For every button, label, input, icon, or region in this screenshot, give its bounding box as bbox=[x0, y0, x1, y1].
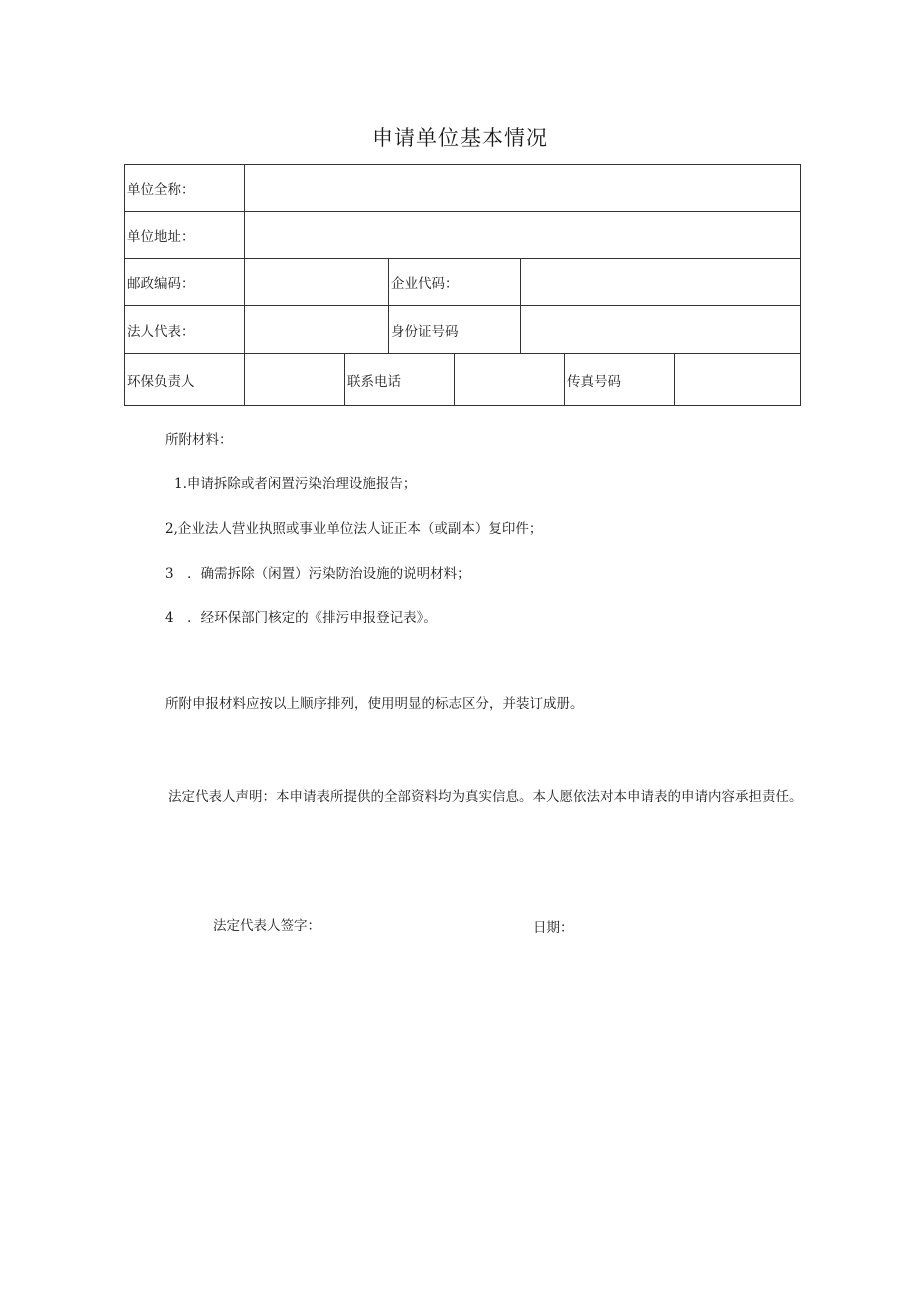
legal-rep-field[interactable] bbox=[245, 306, 389, 353]
unit-name-field[interactable] bbox=[245, 165, 800, 211]
legal-rep-label: 法人代表： bbox=[125, 306, 245, 353]
unit-address-field[interactable] bbox=[245, 212, 800, 258]
date-label: 日期： bbox=[533, 920, 574, 936]
table-row-unit-address bbox=[125, 212, 800, 259]
phone-label: 联系电话 bbox=[345, 354, 455, 405]
enterprise-code-label: 企业代码： bbox=[389, 259, 521, 305]
fax-label: 传真号码 bbox=[565, 354, 675, 405]
phone-field[interactable] bbox=[455, 354, 565, 405]
unit-name-label: 单位全称： bbox=[125, 165, 245, 211]
table-row-postal-enterprise bbox=[125, 259, 800, 306]
table-row-unit-name bbox=[125, 165, 800, 212]
attachment-item-4: 4 ．经环保部门核定的《排污申报登记表》。 bbox=[165, 610, 437, 626]
legal-declaration: 法定代表人声明：本申请表所提供的全部资料均为真实信息。本人愿依法对本申请表的申请内容承担责任。 bbox=[168, 789, 803, 805]
attachments-note: 所附申报材料应按以上顺序排列，使用明显的标志区分，并装订成册。 bbox=[165, 696, 584, 712]
postal-code-label: 邮政编码： bbox=[125, 259, 245, 305]
applicant-info-table bbox=[124, 164, 801, 406]
attachments-heading: 所附材料： bbox=[165, 432, 233, 448]
unit-address-label: 单位地址： bbox=[125, 212, 245, 258]
env-contact-label: 环保负责人 bbox=[125, 354, 245, 405]
id-number-field[interactable] bbox=[521, 306, 800, 353]
enterprise-code-field[interactable] bbox=[521, 259, 800, 305]
attachment-item-1: 1.申请拆除或者闲置污染治理设施报告； bbox=[174, 476, 417, 492]
table-row-legal-rep-id bbox=[125, 306, 800, 354]
signature-label: 法定代表人签字： bbox=[213, 918, 321, 934]
env-contact-field[interactable] bbox=[245, 354, 345, 405]
attachment-item-2: 2,企业法人营业执照或事业单位法人证正本（或副本）复印件； bbox=[165, 521, 543, 537]
id-number-label: 身份证号码 bbox=[389, 306, 521, 353]
attachment-item-3: 3 ．确需拆除（闲置）污染防治设施的说明材料； bbox=[165, 566, 471, 582]
fax-field[interactable] bbox=[675, 354, 800, 405]
postal-code-field[interactable] bbox=[245, 259, 389, 305]
table-row-contacts bbox=[125, 354, 800, 405]
page-title: 申请单位基本情况 bbox=[372, 126, 548, 150]
